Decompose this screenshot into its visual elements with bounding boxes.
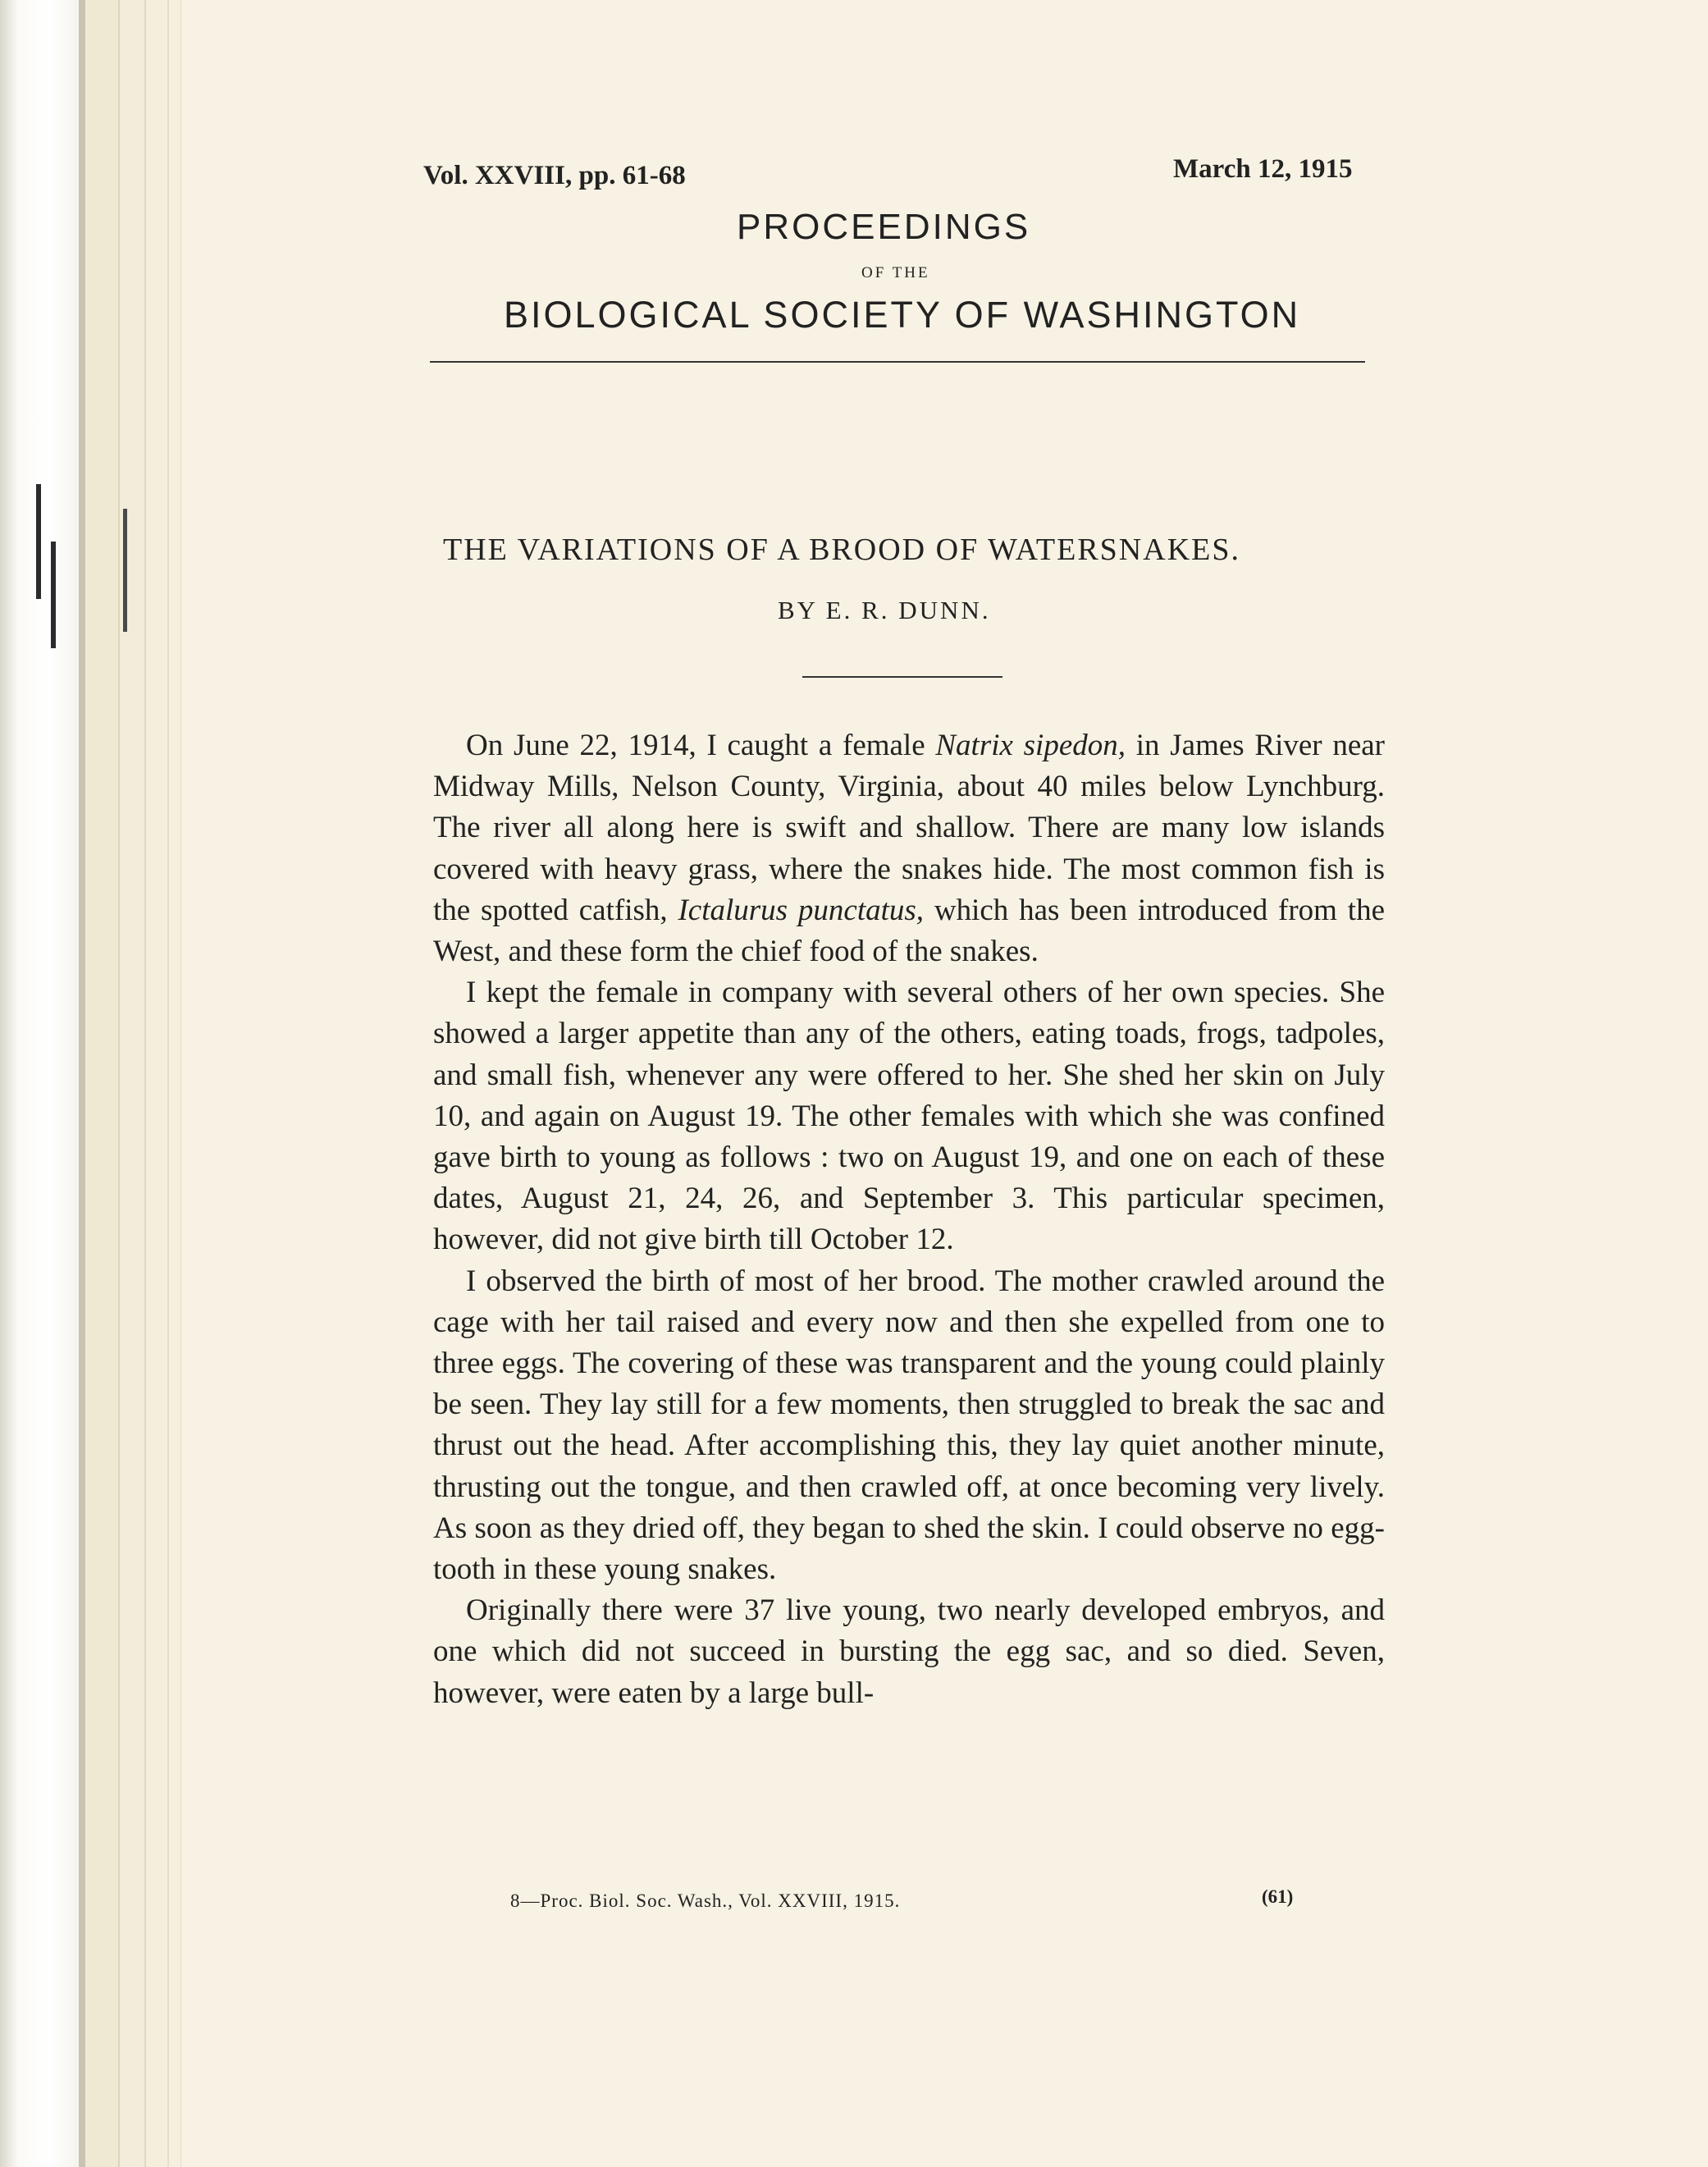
paragraph-4: Originally there were 37 live young, two nearly developed embryos, and one which did not succeed in bursting the egg sac, and so died. Seven, however, were eaten by a large bull- — [433, 1593, 1385, 1710]
title-rule — [802, 676, 1002, 678]
page-stack-edge — [85, 0, 120, 2167]
paragraph-1-text-c: which has been introduced from the West, and these form the chief food of the snakes. — [433, 893, 1385, 969]
page-stack-edge — [169, 0, 181, 2167]
article-title: THE VARIATIONS OF A BROOD OF WATERSNAKES. — [443, 533, 1240, 567]
header-rule — [430, 361, 1365, 363]
species-name: Natrix sipedon, — [935, 729, 1126, 762]
binder-mark — [51, 542, 56, 648]
journal-name-proceedings: PROCEEDINGS — [737, 207, 1031, 247]
article-byline: BY E. R. DUNN. — [778, 596, 991, 624]
binder-mark — [123, 509, 127, 632]
page-stack-edge-white — [0, 0, 82, 2167]
page-number: (61) — [1262, 1886, 1294, 1907]
page-stack-shadow — [79, 0, 85, 2167]
species-name: Ictalurus punctatus, — [678, 893, 925, 927]
paragraph-2: I kept the female in company with several others of her own species. She showed a larger appetite than any of the others, eating toads, frogs, tadpoles, and small fish, whenever any were offered to her. She shed her skin on July 10, and again on August 19. The other females with which she was confined gave birth to young as follows : two on August 19, and one on each of these dates, August 21, 24, 26, and September 3. This particular specimen, however, did not give birth till October 12. — [433, 976, 1385, 1257]
page-stack-edge — [120, 0, 146, 2167]
paragraph-3: I observed the birth of most of her brood. The mother crawled around the cage with her tail raised and every now and then she expelled from one to three eggs. The covering of these was transparent and the young could plainly be seen. They lay still for a few moments, then struggled to break the sac and thrust out the head. After accomplishing this, they lay quiet another minute, thrusting out the tongue, and then crawled off, at once becoming very lively. As soon as they dried off, they began to shed the skin. I could observe no egg-tooth in these young snakes. — [433, 1264, 1385, 1587]
signature-line: 8—Proc. Biol. Soc. Wash., Vol. XXVIII, 1915. — [510, 1890, 901, 1911]
volume-pages: Vol. XXVIII, pp. 61-68 — [423, 161, 686, 190]
paragraph-1 — [433, 725, 1385, 972]
article-body — [433, 725, 1385, 1714]
journal-page — [182, 0, 1708, 2167]
issue-date: March 12, 1915 — [1173, 154, 1353, 184]
journal-name-society: BIOLOGICAL SOCIETY OF WASHINGTON — [504, 294, 1301, 336]
binder-mark — [36, 484, 41, 599]
paragraph-1-text-b: in James River near Midway Mills, Nelson County, Virginia, about 40 miles below Lynchburg. The river all along here is swift and shallow. There are many low islands covered with heavy grass, where the snakes hide. The most common fish is the spotted catfish, — [433, 729, 1385, 927]
page-stack-edge — [146, 0, 169, 2167]
paragraph-1-text-a: On June 22, 1914, I caught a female — [466, 729, 936, 762]
journal-name-of-the: OF THE — [861, 264, 930, 281]
